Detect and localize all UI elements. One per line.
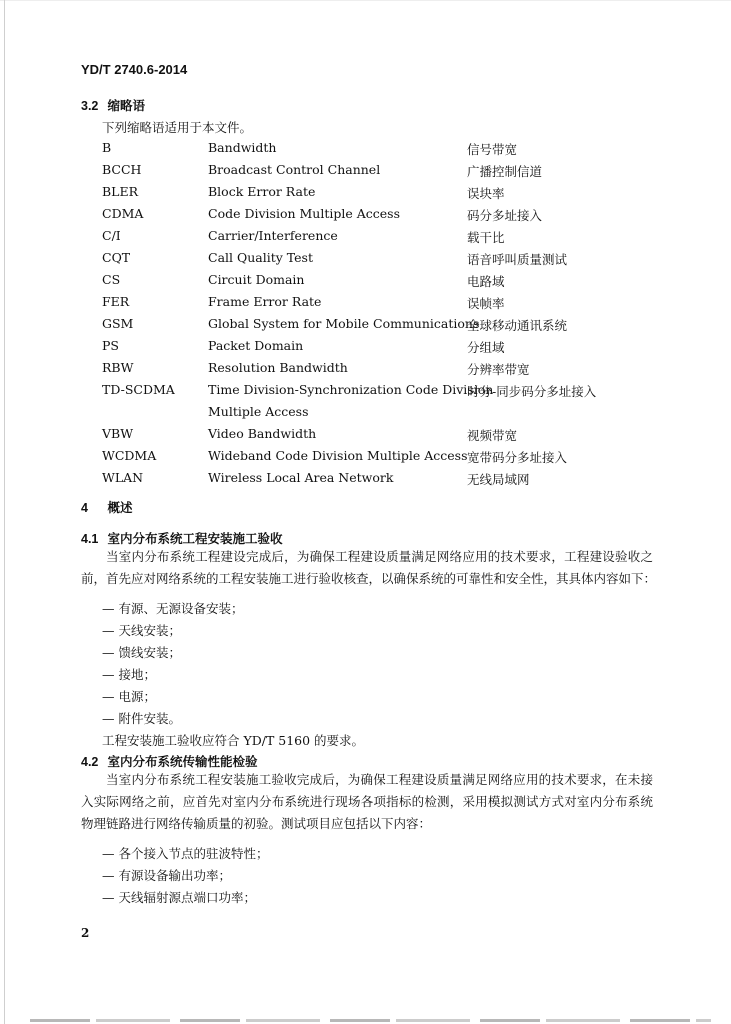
abbreviation: BLER [102, 184, 139, 199]
list-item: — 馈线安装； [102, 645, 181, 660]
section-3-2-heading [81, 96, 145, 114]
chinese-term: 误帧率 [467, 296, 505, 311]
abbreviation: CS [102, 272, 121, 287]
abbreviation: CQT [102, 250, 131, 265]
chinese-term: 分辨率带宽 [467, 362, 530, 377]
chinese-term: 全球移动通讯系统 [467, 318, 568, 333]
section-title: 缩略语 [107, 99, 145, 113]
section-4-1-heading [81, 529, 283, 547]
paragraph-line: 前，首先应对网络系统的工程安装施工进行验收核查，以确保系统的可靠性和安全性，其具体内容如下： [81, 571, 657, 586]
abbreviation: C/I [102, 228, 121, 243]
chinese-term: 码分多址接入 [467, 208, 543, 223]
paragraph-line: 当室内分布系统工程建设完成后，为确保工程建设质量满足网络应用的技术要求，工程建设验收之 [106, 549, 653, 564]
chinese-term: 视频带宽 [467, 428, 518, 443]
english-term: Resolution Bandwidth [208, 360, 348, 375]
chinese-term: 分组域 [467, 340, 505, 355]
chinese-term: 信号带宽 [467, 142, 518, 157]
abbreviation: BCCH [102, 162, 142, 177]
abbreviation: WLAN [102, 470, 144, 485]
paragraph-line: 物理链路进行网络传输质量的初验。测试项目应包括以下内容： [81, 816, 432, 831]
english-term: Circuit Domain [208, 272, 305, 287]
chinese-term: 载干比 [467, 230, 505, 245]
chinese-term: 宽带码分多址接入 [467, 450, 568, 465]
list-item: — 附件安装。 [102, 711, 181, 726]
abbreviation: FER [102, 294, 130, 309]
english-term: Frame Error Rate [208, 294, 322, 309]
list-item: — 各个接入节点的驻波特性； [102, 846, 269, 861]
section-number: 4 [81, 501, 88, 515]
document-id: YD/T 2740.6-2014 [81, 62, 188, 77]
paragraph-line: 当室内分布系统工程安装施工验收完成后，为确保工程建设质量满足网络应用的技术要求，在未接 [106, 772, 653, 787]
section-4-2-paragraph [81, 769, 653, 835]
english-term: Carrier/Interference [208, 228, 338, 243]
chinese-term: 无线局域网 [467, 472, 530, 487]
list-item: — 天线安装； [102, 623, 181, 638]
english-term-continued: Multiple Access [208, 404, 309, 419]
english-term: Global System for Mobile Communications [208, 316, 480, 331]
section-title: 室内分布系统传输性能检验 [107, 755, 258, 769]
list-item: — 接地； [102, 667, 156, 682]
abbreviation: GSM [102, 316, 134, 331]
section-4-2-heading [81, 752, 258, 770]
section-number: 3.2 [81, 99, 99, 113]
english-term: Time Division-Synchronization Code Division [208, 382, 494, 397]
abbreviation: CDMA [102, 206, 144, 221]
chinese-term: 时分-同步码分多址接入 [467, 384, 597, 399]
list-item: — 天线辐射源点端口功率； [102, 890, 256, 905]
section-number: 4.1 [81, 532, 99, 546]
abbreviation: RBW [102, 360, 134, 375]
chinese-term: 广播控制信道 [467, 164, 543, 179]
english-term: Code Division Multiple Access [208, 206, 400, 221]
scan-edge [0, 0, 731, 1]
section-number: 4.2 [81, 755, 99, 769]
paragraph-line: 入实际网络之前，应首先对室内分布系统进行现场各项指标的检测，采用模拟测试方式对室内分布系统 [81, 794, 653, 809]
chinese-term: 电路域 [467, 274, 505, 289]
page-number: 2 [81, 926, 90, 940]
english-term: Bandwidth [208, 140, 277, 155]
section-4-1-closing: 工程安装施工验收应符合 YD/T 5160 的要求。 [102, 733, 365, 748]
section-4-heading [81, 498, 133, 516]
abbreviation: TD-SCDMA [102, 382, 175, 397]
section-title: 室内分布系统工程安装施工验收 [107, 532, 283, 546]
section-3-2-intro: 下列缩略语适用于本文件。 [102, 120, 253, 135]
chinese-term: 误块率 [467, 186, 505, 201]
abbreviation: WCDMA [102, 448, 157, 463]
abbreviation: VBW [102, 426, 134, 441]
english-term: Block Error Rate [208, 184, 316, 199]
english-term: Wireless Local Area Network [208, 470, 394, 485]
scan-footer-artifact [30, 1019, 711, 1022]
english-term: Broadcast Control Channel [208, 162, 381, 177]
english-term: Packet Domain [208, 338, 304, 353]
list-item: — 有源、无源设备安装； [102, 601, 244, 616]
section-title: 概述 [107, 501, 133, 515]
page-border [4, 0, 5, 1024]
list-item: — 有源设备输出功率； [102, 868, 231, 883]
section-4-1-paragraph [81, 546, 657, 590]
english-term: Video Bandwidth [208, 426, 317, 441]
abbreviation: PS [102, 338, 119, 353]
english-term: Call Quality Test [208, 250, 313, 265]
list-item: — 电源； [102, 689, 156, 704]
abbreviation: B [102, 140, 112, 155]
english-term: Wideband Code Division Multiple Access [208, 448, 468, 463]
chinese-term: 语音呼叫质量测试 [467, 252, 568, 267]
